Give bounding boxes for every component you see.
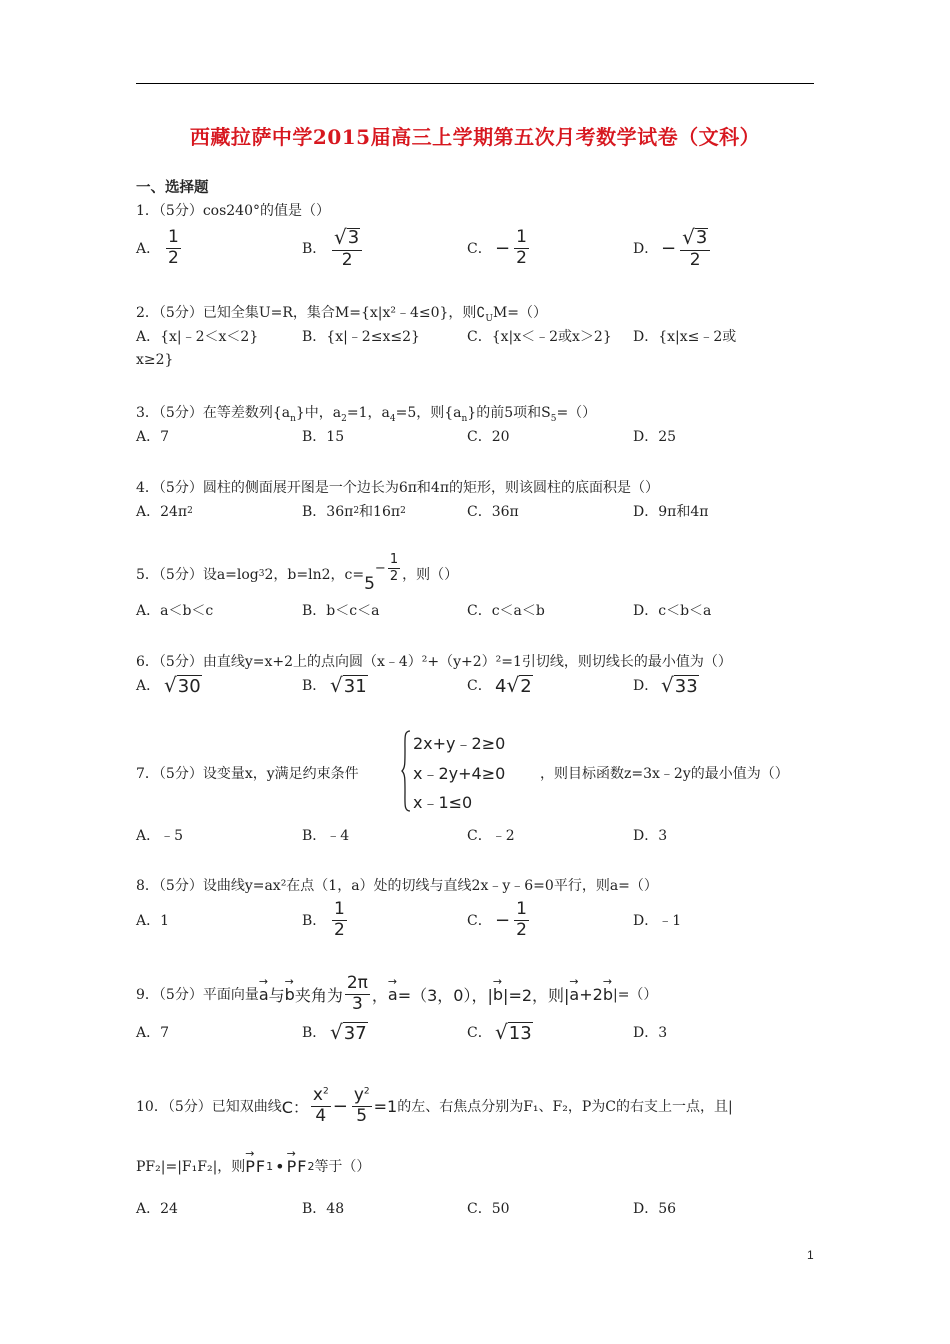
vector-b: → b bbox=[493, 985, 503, 1004]
option-d: D．9π和4π bbox=[633, 504, 709, 520]
question-6: 6．（5分）由直线y=x+2上的点向圆（x﹣4）²+（y+2）²=1引切线，则切线长的最小值为（） bbox=[136, 654, 732, 670]
option-a: A．24 bbox=[136, 1201, 178, 1217]
option-a: A．a＜b＜c bbox=[136, 603, 214, 619]
fraction: $\frac{x^2}{4}$ bbox=[312, 1084, 329, 1126]
question-2: 2．（5分）已知全集U=R，集合M={x|x²﹣4≤0}，则$∁_UM=()$ bbox=[136, 305, 548, 324]
vector-b: → b bbox=[603, 985, 613, 1004]
question-5-options bbox=[136, 600, 816, 620]
option-b: B．36π 2 和16π 2 bbox=[302, 504, 406, 520]
question-5: 5．（5分）设a=log 3 2，b=ln2，c= 5 − $\frac{1}{2}$ ，则（） bbox=[136, 551, 459, 594]
question-10-line-2: PF₂|=|F₁F₂|，则 → PF 1 • → PF 2 等于（） bbox=[136, 1156, 370, 1176]
option-c: C．{x|x＜﹣2或x＞2} bbox=[467, 329, 612, 345]
option-d: D． √ 33 bbox=[633, 673, 698, 697]
left-brace bbox=[401, 730, 411, 812]
option-d: D．3 bbox=[633, 1025, 668, 1041]
option-b: B． √ 37 bbox=[302, 1020, 367, 1044]
option-b: B．b＜c＜a bbox=[302, 603, 380, 619]
fraction: √ 3 2 bbox=[332, 227, 362, 270]
option-b: B． $\frac{1}{2}$ bbox=[302, 898, 345, 940]
vector-a: → a bbox=[259, 985, 269, 1004]
question-3-options bbox=[136, 426, 816, 446]
page-number: 1 bbox=[807, 1248, 814, 1262]
question-7-options bbox=[136, 825, 816, 845]
question-2-option-d-continued: x≥2} bbox=[136, 352, 174, 368]
header-rule bbox=[136, 83, 814, 84]
question-3: 3．（5分）在等差数列$\{a_n\}$中，$a_2=1$，$a_4=5$，则$\{a_n\}$的前5项和$S_5=()$ bbox=[136, 405, 597, 424]
constraint-1: 2x+y﹣2≥0 bbox=[413, 734, 506, 753]
fraction: $\frac{1}{2}$ bbox=[516, 898, 527, 940]
question-4: 4．（5分）圆柱的侧面展开图是一个边长为6π和4π的矩形，则该圆柱的底面积是（） bbox=[136, 480, 660, 496]
option-c: C． √ 13 bbox=[467, 1020, 532, 1044]
option-b: B．{x|﹣2≤x≤2} bbox=[302, 329, 420, 345]
section-heading: 一、选择题 bbox=[136, 179, 209, 196]
question-4-options bbox=[136, 501, 816, 521]
option-c: C．36π bbox=[467, 504, 519, 520]
vector-pf1: → PF bbox=[245, 1157, 266, 1176]
fraction: $\frac{y^2}{5}$ bbox=[353, 1084, 370, 1126]
question-1-options bbox=[136, 224, 816, 270]
option-a: A．1 bbox=[136, 913, 170, 929]
option-b: B．48 bbox=[302, 1201, 345, 1217]
option-a: A．7 bbox=[136, 1025, 170, 1041]
option-c: C．20 bbox=[467, 429, 510, 445]
option-d: D．3 bbox=[633, 828, 668, 844]
question-2-options bbox=[136, 326, 816, 346]
vector-a: → a bbox=[569, 985, 579, 1004]
option-a: A．﹣5 bbox=[136, 828, 184, 844]
option-d: D．56 bbox=[633, 1201, 677, 1217]
question-8: 8．（5分）设曲线y=ax²在点（1，a）处的切线与直线2x﹣y﹣6=0平行，则a=（） bbox=[136, 878, 658, 894]
fraction: $\frac{1}{2}$ bbox=[516, 226, 527, 268]
option-c: C． − $\frac{1}{2}$ bbox=[467, 898, 527, 940]
option-d: D．25 bbox=[633, 429, 677, 445]
question-10-options bbox=[136, 1198, 816, 1218]
fraction: √ 3 2 bbox=[680, 227, 710, 270]
question-9-options bbox=[136, 1018, 816, 1046]
option-c: C．c＜a＜b bbox=[467, 603, 545, 619]
option-b: B． √ 3 2 bbox=[302, 228, 364, 268]
option-c: C． − $\frac{1}{2}$ bbox=[467, 226, 527, 268]
vector-pf2: → PF bbox=[287, 1157, 308, 1176]
option-a: A． √ 30 bbox=[136, 673, 201, 697]
option-b: B．15 bbox=[302, 429, 345, 445]
option-a: A． $\frac{1}{2}$ bbox=[136, 226, 179, 268]
option-c: C．﹣2 bbox=[467, 828, 515, 844]
constraint-3: x﹣1≤0 bbox=[413, 793, 473, 812]
option-b: B．﹣4 bbox=[302, 828, 350, 844]
question-7-stem-end: ，则目标函数z=3x﹣2y的最小值为（） bbox=[540, 766, 789, 782]
question-7-stem: 7．（5分）设变量x，y满足约束条件 bbox=[136, 766, 359, 782]
option-c: C．50 bbox=[467, 1201, 510, 1217]
option-b: B． √ 31 bbox=[302, 673, 367, 697]
question-10: 10．（5分）已知双曲线 C： $\frac{x^2}{4}$ − $\frac{y^2}{5}$ =1 的左、右焦点分别为F₁、F₂，P为C的右支上一点，且| bbox=[136, 1084, 733, 1126]
option-d: D．{x|x≤﹣2或 bbox=[633, 329, 737, 345]
option-d: D．﹣1 bbox=[633, 913, 682, 929]
vector-a: → a bbox=[388, 985, 398, 1004]
power-base: 5 bbox=[364, 574, 375, 594]
option-d: D． − √ 3 2 bbox=[633, 228, 712, 268]
option-d: D．c＜b＜a bbox=[633, 603, 712, 619]
page-title: 西藏拉萨中学2015届高三上学期第五次月考数学试卷（文科） bbox=[189, 125, 761, 149]
constraint-2: x﹣2y+4≥0 bbox=[413, 764, 506, 783]
question-8-options bbox=[136, 900, 816, 940]
option-a: A．{x|﹣2＜x＜2} bbox=[136, 329, 259, 345]
fraction: $\frac{2\pi}{3}$ bbox=[346, 972, 368, 1014]
option-a: A．7 bbox=[136, 429, 170, 445]
option-a: A．24π 2 bbox=[136, 504, 193, 520]
option-c: C． 4 √ 2 bbox=[467, 673, 532, 697]
power-exponent: − $\frac{1}{2}$ bbox=[374, 551, 399, 584]
question-6-options bbox=[136, 672, 816, 698]
question-1: 1．（5分）cos240°的值是（） bbox=[136, 203, 330, 219]
fraction: $\frac{1}{2}$ bbox=[168, 226, 179, 268]
fraction: $\frac{1}{2}$ bbox=[334, 898, 345, 940]
vector-b: → b bbox=[285, 985, 295, 1004]
question-9: 9．（5分）平面向量 → a 与 → b 夹角为 $\frac{2\pi}{3}$ ， → a =（3，0），| → b |=2，则| → a +2 → b |=（） bbox=[136, 972, 657, 1016]
